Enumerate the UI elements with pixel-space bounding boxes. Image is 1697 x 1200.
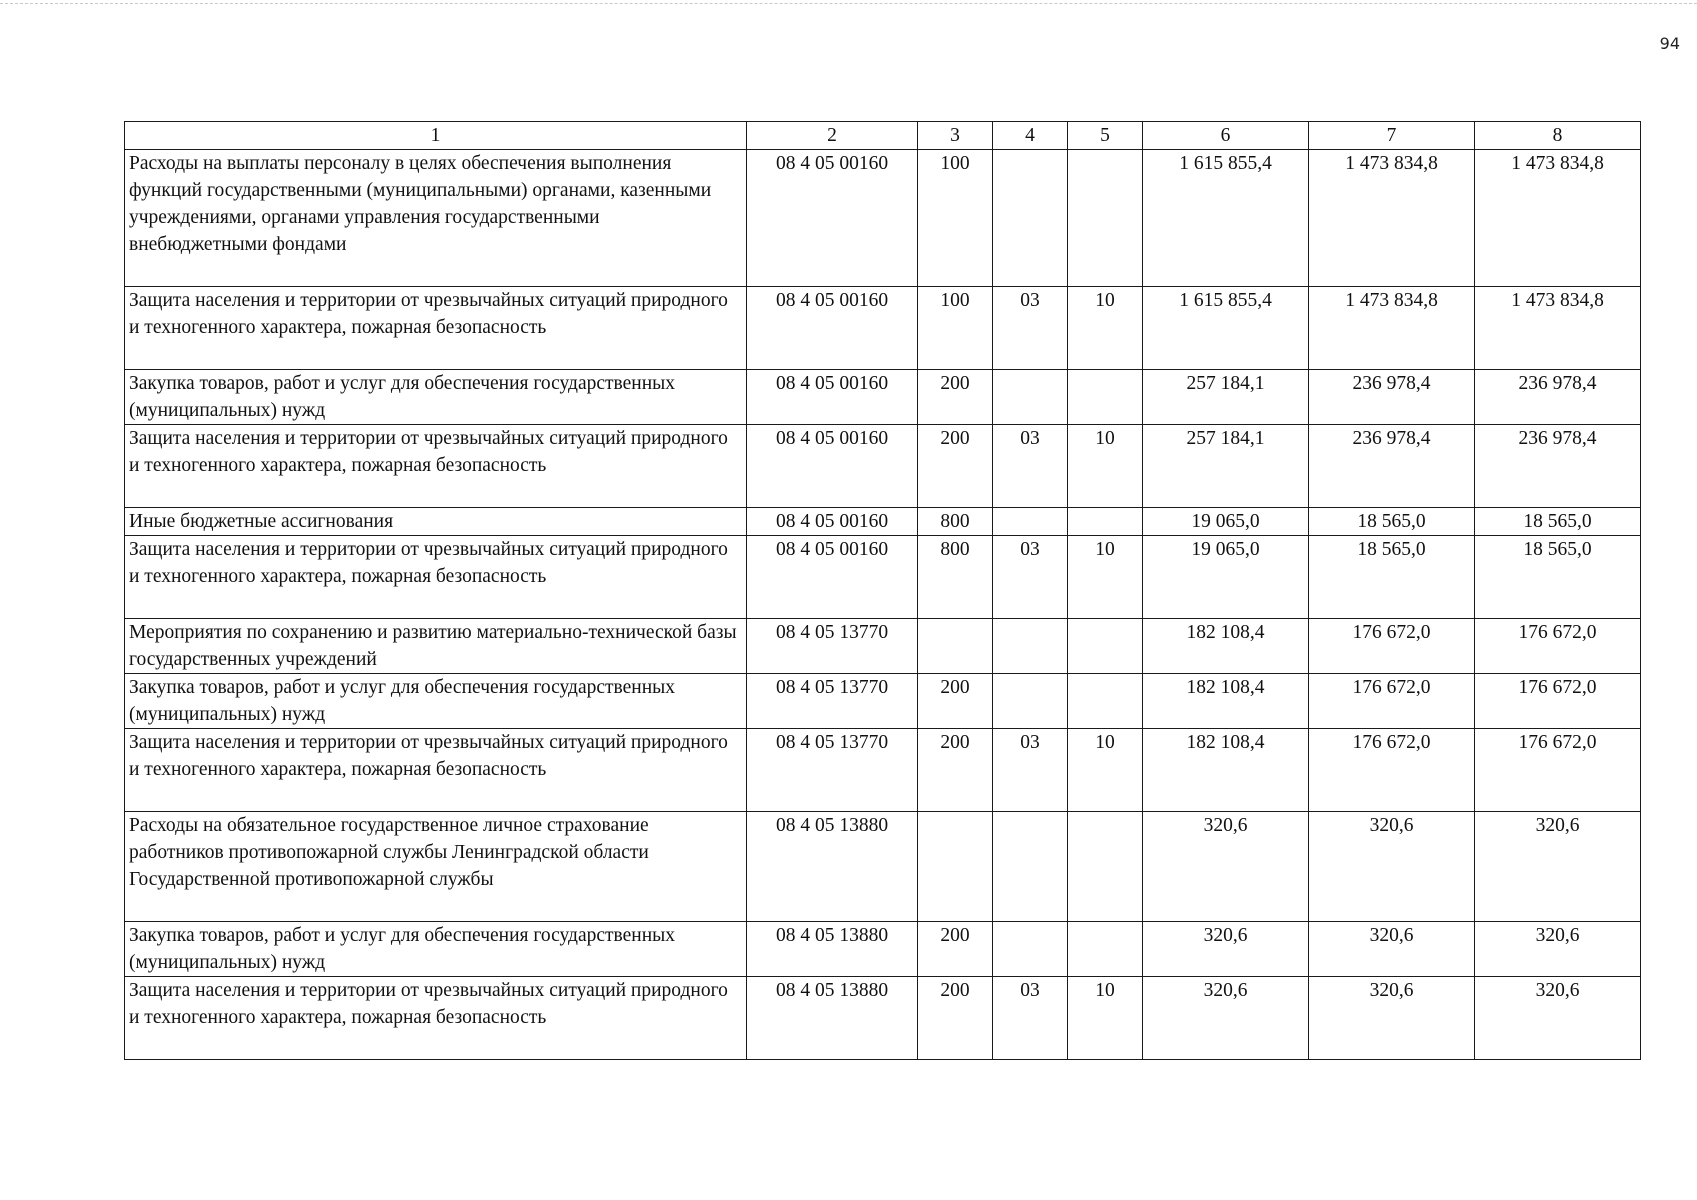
table-row bbox=[125, 922, 1641, 977]
row-expense-type: 200 bbox=[918, 370, 993, 425]
row-amount-6: 257 184,1 bbox=[1143, 370, 1309, 425]
row-name: Закупка товаров, работ и услуг для обеспечения государственных (муниципальных) нужд bbox=[125, 674, 747, 729]
row-amount-7: 320,6 bbox=[1309, 922, 1475, 977]
table-row bbox=[125, 150, 1641, 287]
row-amount-6: 19 065,0 bbox=[1143, 536, 1309, 619]
table-row bbox=[125, 425, 1641, 508]
row-subsection bbox=[1068, 812, 1143, 922]
row-amount-8: 18 565,0 bbox=[1475, 508, 1641, 536]
row-amount-6: 320,6 bbox=[1143, 812, 1309, 922]
row-subsection: 10 bbox=[1068, 977, 1143, 1060]
row-subsection: 10 bbox=[1068, 287, 1143, 370]
row-amount-6: 182 108,4 bbox=[1143, 674, 1309, 729]
row-name: Расходы на обязательное государственное личное страхование работников противопожарной службы Ленинградской области Государственной противопожарной службы bbox=[125, 812, 747, 922]
row-section bbox=[993, 922, 1068, 977]
row-target-code: 08 4 05 00160 bbox=[747, 370, 918, 425]
row-target-code: 08 4 05 13880 bbox=[747, 977, 918, 1060]
table-row bbox=[125, 729, 1641, 812]
row-name: Мероприятия по сохранению и развитию материально-технической базы государственных учреждений bbox=[125, 619, 747, 674]
row-subsection: 10 bbox=[1068, 425, 1143, 508]
row-target-code: 08 4 05 00160 bbox=[747, 508, 918, 536]
row-subsection: 10 bbox=[1068, 729, 1143, 812]
row-amount-8: 176 672,0 bbox=[1475, 674, 1641, 729]
row-section: 03 bbox=[993, 729, 1068, 812]
row-expense-type: 100 bbox=[918, 150, 993, 287]
row-target-code: 08 4 05 00160 bbox=[747, 536, 918, 619]
page-number: 94 bbox=[1659, 34, 1680, 53]
row-amount-7: 18 565,0 bbox=[1309, 508, 1475, 536]
row-amount-7: 236 978,4 bbox=[1309, 370, 1475, 425]
top-scan-rule bbox=[0, 3, 1697, 4]
column-header-2: 2 bbox=[747, 122, 918, 150]
row-name: Защита населения и территории от чрезвычайных ситуаций природного и техногенного характера, пожарная безопасность bbox=[125, 977, 747, 1060]
row-expense-type: 200 bbox=[918, 425, 993, 508]
row-name: Закупка товаров, работ и услуг для обеспечения государственных (муниципальных) нужд bbox=[125, 922, 747, 977]
table-row bbox=[125, 619, 1641, 674]
row-amount-8: 176 672,0 bbox=[1475, 729, 1641, 812]
row-amount-7: 176 672,0 bbox=[1309, 674, 1475, 729]
column-header-4: 4 bbox=[993, 122, 1068, 150]
table-row bbox=[125, 370, 1641, 425]
row-section: 03 bbox=[993, 536, 1068, 619]
row-subsection bbox=[1068, 619, 1143, 674]
row-amount-7: 18 565,0 bbox=[1309, 536, 1475, 619]
row-expense-type: 200 bbox=[918, 922, 993, 977]
row-name: Расходы на выплаты персоналу в целях обеспечения выполнения функций государственными (муниципальными) органами, казенными учреждениями, органами управления государственными внебюджетными фондами bbox=[125, 150, 747, 287]
row-amount-6: 257 184,1 bbox=[1143, 425, 1309, 508]
table-row bbox=[125, 674, 1641, 729]
row-section bbox=[993, 674, 1068, 729]
row-amount-8: 320,6 bbox=[1475, 977, 1641, 1060]
column-header-3: 3 bbox=[918, 122, 993, 150]
row-expense-type: 800 bbox=[918, 508, 993, 536]
row-subsection: 10 bbox=[1068, 536, 1143, 619]
row-expense-type: 200 bbox=[918, 977, 993, 1060]
row-amount-7: 1 473 834,8 bbox=[1309, 287, 1475, 370]
header-row bbox=[125, 122, 1641, 150]
row-amount-8: 236 978,4 bbox=[1475, 425, 1641, 508]
row-amount-8: 176 672,0 bbox=[1475, 619, 1641, 674]
row-target-code: 08 4 05 00160 bbox=[747, 425, 918, 508]
row-section bbox=[993, 508, 1068, 536]
row-target-code: 08 4 05 13770 bbox=[747, 674, 918, 729]
row-amount-6: 1 615 855,4 bbox=[1143, 287, 1309, 370]
column-header-7: 7 bbox=[1309, 122, 1475, 150]
row-target-code: 08 4 05 13880 bbox=[747, 922, 918, 977]
row-amount-7: 176 672,0 bbox=[1309, 619, 1475, 674]
row-expense-type bbox=[918, 619, 993, 674]
row-section bbox=[993, 150, 1068, 287]
row-target-code: 08 4 05 13770 bbox=[747, 619, 918, 674]
row-expense-type: 100 bbox=[918, 287, 993, 370]
row-amount-6: 182 108,4 bbox=[1143, 729, 1309, 812]
row-section bbox=[993, 619, 1068, 674]
row-amount-7: 1 473 834,8 bbox=[1309, 150, 1475, 287]
row-amount-6: 320,6 bbox=[1143, 977, 1309, 1060]
row-amount-6: 1 615 855,4 bbox=[1143, 150, 1309, 287]
row-amount-6: 182 108,4 bbox=[1143, 619, 1309, 674]
row-amount-7: 176 672,0 bbox=[1309, 729, 1475, 812]
row-section: 03 bbox=[993, 977, 1068, 1060]
table-row bbox=[125, 536, 1641, 619]
column-header-6: 6 bbox=[1143, 122, 1309, 150]
row-amount-7: 236 978,4 bbox=[1309, 425, 1475, 508]
row-expense-type bbox=[918, 812, 993, 922]
row-amount-8: 18 565,0 bbox=[1475, 536, 1641, 619]
row-subsection bbox=[1068, 674, 1143, 729]
row-amount-8: 320,6 bbox=[1475, 812, 1641, 922]
column-header-1: 1 bbox=[125, 122, 747, 150]
row-amount-8: 236 978,4 bbox=[1475, 370, 1641, 425]
row-amount-7: 320,6 bbox=[1309, 977, 1475, 1060]
row-subsection bbox=[1068, 150, 1143, 287]
column-header-5: 5 bbox=[1068, 122, 1143, 150]
budget-table bbox=[124, 121, 1641, 1060]
row-name: Защита населения и территории от чрезвычайных ситуаций природного и техногенного характера, пожарная безопасность bbox=[125, 729, 747, 812]
table-row bbox=[125, 508, 1641, 536]
row-amount-6: 19 065,0 bbox=[1143, 508, 1309, 536]
table-row bbox=[125, 287, 1641, 370]
table-row bbox=[125, 977, 1641, 1060]
row-name: Защита населения и территории от чрезвычайных ситуаций природного и техногенного характера, пожарная безопасность bbox=[125, 425, 747, 508]
row-amount-8: 1 473 834,8 bbox=[1475, 287, 1641, 370]
row-amount-7: 320,6 bbox=[1309, 812, 1475, 922]
column-header-8: 8 bbox=[1475, 122, 1641, 150]
row-subsection bbox=[1068, 922, 1143, 977]
row-target-code: 08 4 05 13880 bbox=[747, 812, 918, 922]
row-target-code: 08 4 05 00160 bbox=[747, 150, 918, 287]
row-amount-8: 320,6 bbox=[1475, 922, 1641, 977]
row-target-code: 08 4 05 00160 bbox=[747, 287, 918, 370]
row-section bbox=[993, 812, 1068, 922]
row-subsection bbox=[1068, 370, 1143, 425]
row-section bbox=[993, 370, 1068, 425]
row-section: 03 bbox=[993, 287, 1068, 370]
row-expense-type: 200 bbox=[918, 729, 993, 812]
table-row bbox=[125, 812, 1641, 922]
row-amount-6: 320,6 bbox=[1143, 922, 1309, 977]
row-section: 03 bbox=[993, 425, 1068, 508]
row-subsection bbox=[1068, 508, 1143, 536]
row-name: Закупка товаров, работ и услуг для обеспечения государственных (муниципальных) нужд bbox=[125, 370, 747, 425]
row-amount-8: 1 473 834,8 bbox=[1475, 150, 1641, 287]
row-name: Защита населения и территории от чрезвычайных ситуаций природного и техногенного характера, пожарная безопасность bbox=[125, 287, 747, 370]
row-name: Иные бюджетные ассигнования bbox=[125, 508, 747, 536]
row-name: Защита населения и территории от чрезвычайных ситуаций природного и техногенного характера, пожарная безопасность bbox=[125, 536, 747, 619]
row-expense-type: 800 bbox=[918, 536, 993, 619]
row-target-code: 08 4 05 13770 bbox=[747, 729, 918, 812]
row-expense-type: 200 bbox=[918, 674, 993, 729]
